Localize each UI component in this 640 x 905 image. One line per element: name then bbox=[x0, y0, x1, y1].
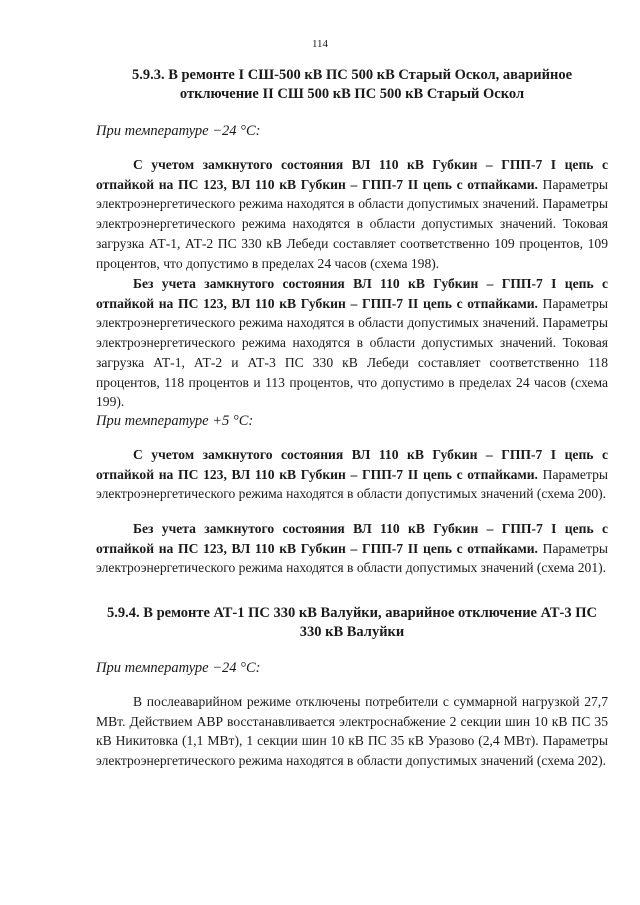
paragraph-text: Параметры электроэнергетического режима находятся в области допустимых значений (схема 201). bbox=[96, 540, 608, 576]
section-heading-5-9-4: 5.9.4. В ремонте АТ-1 ПС 330 кВ Валуйки, аварийное отключение АТ-3 ПС 330 кВ Валуйки bbox=[107, 605, 597, 640]
paragraph-bold-lead: С учетом замкнутого состояния ВЛ 110 кВ Губкин – ГПП-7 I цепь с отпайкой на ПС 123, ВЛ 110 кВ Губкин – ГПП-7 II цепь с отпайками. bbox=[96, 157, 608, 192]
page-number: 114 bbox=[311, 38, 329, 50]
paragraph bbox=[96, 519, 608, 578]
paragraph-bold-lead: Без учета замкнутого состояния ВЛ 110 кВ Губкин – ГПП-7 I цепь с отпайкой на ПС 123, ВЛ 110 кВ Губкин – ГПП-7 II цепь с отпайками. bbox=[96, 521, 608, 556]
paragraph bbox=[96, 692, 608, 771]
paragraph-text: Параметры электроэнергетического режима находятся в области допустимых значений. Параметры электроэнергетического режима находятся в области допустимых значений. Токовая загрузка АТ-1, АТ-2 и АТ-3 ПС 330 кВ Лебеди составляет соответственно 118 процентов, 118 процентов и 113 процентов, что допустимо в пределах 24 часов (схема 199). bbox=[96, 295, 608, 410]
paragraph bbox=[96, 445, 608, 504]
temperature-label: При температуре +5 °С: bbox=[96, 413, 254, 429]
paragraph-text: В послеаварийном режиме отключены потребители с суммарной нагрузкой 27,7 МВт. Действием АВР восстанавливается электроснабжение 2 секции шин 10 кВ ПС 35 кВ Никитовка (1,1 МВт), 1 секции шин 10 кВ ПС 35 кВ Уразово (2,4 МВт). Параметры электроэнергетического режима находятся в области допустимых значений (схема 202). bbox=[96, 694, 608, 769]
paragraph-bold-lead: Без учета замкнутого состояния ВЛ 110 кВ Губкин – ГПП-7 I цепь с отпайкой на ПС 123, ВЛ 110 кВ Губкин – ГПП-7 II цепь с отпайками. bbox=[96, 276, 608, 311]
paragraph-text: Параметры электроэнергетического режима находятся в области допустимых значений (схема 200). bbox=[96, 466, 608, 502]
section-heading-5-9-3: 5.9.3. В ремонте I СШ-500 кВ ПС 500 кВ Старый Оскол, аварийное отключение II СШ 500 кВ ПС 500 кВ Старый Оскол bbox=[131, 67, 573, 102]
temperature-label: При температуре −24 °С: bbox=[96, 123, 261, 139]
paragraph bbox=[96, 155, 608, 273]
temperature-label: При температуре −24 °С: bbox=[96, 660, 261, 676]
paragraph bbox=[96, 274, 608, 412]
paragraph-bold-lead: С учетом замкнутого состояния ВЛ 110 кВ Губкин – ГПП-7 I цепь с отпайкой на ПС 123, ВЛ 110 кВ Губкин – ГПП-7 II цепь с отпайками. bbox=[96, 447, 608, 482]
paragraph-text: Параметры электроэнергетического режима находятся в области допустимых значений. Параметры электроэнергетического режима находятся в области допустимых значений. Токовая загрузка АТ-1, АТ-2 ПС 330 кВ Лебеди составляет соответственно 109 процентов, 109 процентов, что допустимо в пределах 24 часов (схема 198). bbox=[96, 176, 608, 271]
